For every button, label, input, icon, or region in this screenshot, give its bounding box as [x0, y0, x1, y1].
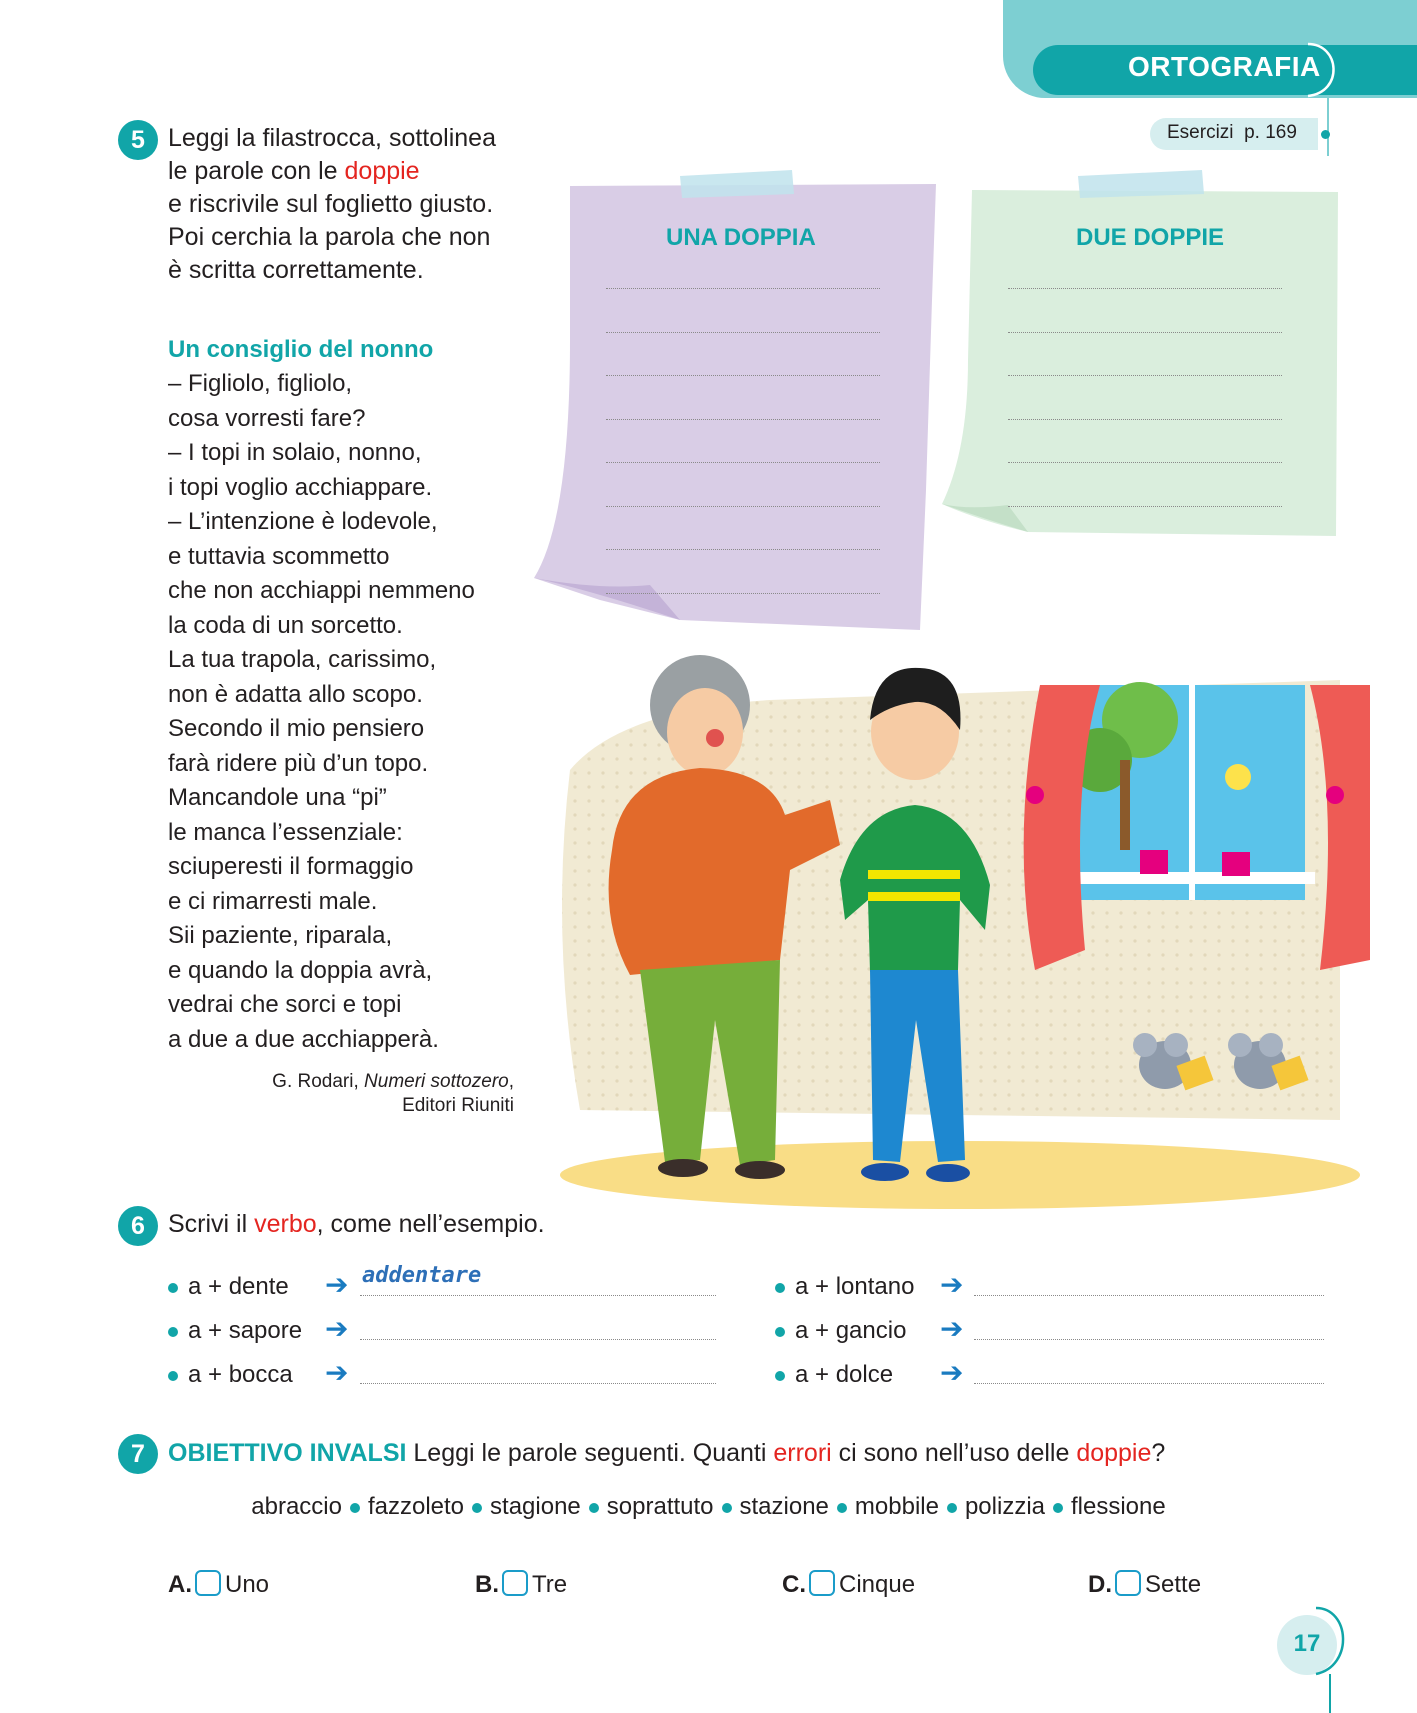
poem-title: Un consiglio del nonno	[168, 336, 434, 363]
poem-line: vedrai che sorci e topi	[168, 991, 402, 1018]
option-text: Uno	[225, 1571, 270, 1598]
word: polizzia	[964, 1493, 1045, 1520]
answer-line[interactable]	[360, 1295, 716, 1296]
answer-option-a[interactable]	[168, 1570, 269, 1599]
answer-line[interactable]	[974, 1383, 1324, 1384]
verb-item	[168, 1361, 293, 1389]
exercise-number-badge: 6	[118, 1206, 158, 1246]
instruction-line: è scritta correttamente.	[168, 256, 424, 284]
exercise-5-instruction	[168, 122, 568, 287]
poem-line: – Figliolo, figliolo,	[168, 370, 353, 397]
arrow-right-icon: ➔	[325, 1357, 349, 1388]
option-letter: D.	[1088, 1571, 1112, 1598]
poem-line: e ci rimarresti male.	[168, 887, 378, 915]
answer-line[interactable]	[360, 1383, 716, 1384]
word: soprattuto	[606, 1493, 714, 1520]
paper-right	[938, 160, 1348, 550]
poem-line: e quando la doppia avrà,	[168, 956, 433, 984]
item-text: a + bocca	[188, 1361, 293, 1388]
bullet-icon	[1053, 1503, 1063, 1513]
answer-line[interactable]	[974, 1295, 1324, 1296]
option-letter: C.	[782, 1571, 806, 1598]
poem-credit: G. Rodari, Numeri sottozero, Editori Riuniti	[200, 1070, 514, 1118]
answer-line[interactable]	[360, 1339, 716, 1340]
answer-handwritten: addentare	[362, 1263, 482, 1288]
item-text: a + dente	[188, 1273, 289, 1300]
word: mobbile	[854, 1493, 939, 1520]
poem-line: farà ridere più d’un topo.	[168, 749, 429, 777]
section-title: ORTOGRAFIA	[1128, 51, 1321, 82]
poem-line: e tuttavia scommetto	[168, 542, 390, 570]
page-number: 17	[1293, 1630, 1321, 1657]
highlight-word: verbo	[254, 1210, 317, 1238]
bullet-icon	[775, 1371, 785, 1381]
bullet-icon	[722, 1503, 732, 1513]
item-text: a + lontano	[795, 1273, 915, 1300]
item-text: a + dolce	[795, 1361, 894, 1388]
arrow-right-icon: ➔	[325, 1269, 349, 1300]
bullet-icon	[775, 1327, 785, 1337]
ref-dot-icon	[1321, 130, 1330, 139]
writing-line[interactable]	[1008, 506, 1282, 507]
verb-item	[775, 1317, 906, 1345]
exercises-ref: Esercizi p. 169	[1167, 122, 1297, 143]
instruction-line: le parole con le doppie	[168, 157, 420, 185]
poem-line: La tua trapola, carissimo,	[168, 646, 437, 673]
poem-line: Sii paziente, riparala,	[168, 922, 393, 949]
bullet-icon	[837, 1503, 847, 1513]
word: flessione	[1071, 1493, 1166, 1520]
answer-option-d[interactable]	[1088, 1570, 1201, 1599]
word: fazzoleto	[367, 1493, 465, 1520]
writing-line[interactable]	[606, 375, 880, 376]
instruction-line: e riscrivile sul foglietto giusto.	[168, 190, 494, 218]
poem-line: – L’intenzione è lodevole,	[168, 508, 438, 535]
writing-line[interactable]	[1008, 332, 1282, 333]
writing-line[interactable]	[606, 419, 880, 420]
exercise-6-instruction: Scrivi il verbo, come nell’esempio.	[168, 1210, 545, 1238]
bullet-icon	[168, 1327, 178, 1337]
checkbox[interactable]	[195, 1570, 221, 1596]
word-list	[0, 1493, 1417, 1521]
word: abraccio	[251, 1493, 342, 1520]
poem-line: Secondo il mio pensiero	[168, 715, 425, 742]
poem-line: le manca l’essenziale:	[168, 818, 403, 846]
checkbox[interactable]	[502, 1570, 528, 1596]
paper-left-title: UNA DOPPIA	[666, 224, 816, 251]
option-text: Tre	[532, 1571, 568, 1598]
poem-line: la coda di un sorcetto.	[168, 611, 403, 639]
bullet-icon	[775, 1283, 785, 1293]
checkbox[interactable]	[809, 1570, 835, 1596]
poem-line: non è adatta allo scopo.	[168, 680, 423, 708]
poem-line: Mancandole una “pi”	[168, 784, 387, 811]
exercise-number-badge: 5	[118, 120, 158, 160]
page-number-curl	[1310, 1600, 1360, 1713]
option-text: Sette	[1145, 1571, 1202, 1598]
answer-option-c[interactable]	[782, 1570, 915, 1599]
writing-line[interactable]	[606, 332, 880, 333]
arrow-right-icon: ➔	[940, 1357, 964, 1388]
answer-option-b[interactable]	[475, 1570, 567, 1599]
writing-line[interactable]	[606, 593, 880, 594]
answer-line[interactable]	[974, 1339, 1324, 1340]
option-letter: B.	[475, 1571, 499, 1598]
item-text: a + sapore	[188, 1317, 303, 1344]
highlight-word: doppie	[344, 157, 420, 185]
writing-line[interactable]	[1008, 375, 1282, 376]
verb-item	[775, 1361, 893, 1389]
poem-line: a due a due acchiapperà.	[168, 1025, 439, 1053]
arrow-right-icon: ➔	[940, 1269, 964, 1300]
poem-line: che non acchiappi nemmeno	[168, 577, 475, 604]
word: stagione	[490, 1493, 581, 1520]
checkbox[interactable]	[1115, 1570, 1141, 1596]
instruction-line: Leggi la filastrocca, sottolinea	[168, 124, 496, 152]
instruction-line: Poi cerchia la parola che non	[168, 223, 491, 251]
bullet-icon	[168, 1283, 178, 1293]
writing-line[interactable]	[606, 506, 880, 507]
arrow-right-icon: ➔	[325, 1313, 349, 1344]
invalsi-label: OBIETTIVO INVALSI	[168, 1439, 407, 1467]
bullet-icon	[350, 1503, 360, 1513]
writing-line[interactable]	[606, 549, 880, 550]
arrow-right-icon: ➔	[940, 1313, 964, 1344]
poem-line: – I topi in solaio, nonno,	[168, 439, 422, 466]
bullet-icon	[168, 1371, 178, 1381]
book-title: Numeri sottozero	[364, 1071, 509, 1092]
poem-line: i topi voglio acchiappare.	[168, 473, 433, 501]
option-text: Cinque	[839, 1571, 916, 1598]
word: stazione	[739, 1493, 829, 1520]
paper-right-title: DUE DOPPIE	[1076, 224, 1225, 251]
bullet-icon	[947, 1503, 957, 1513]
illustration-grandpa-and-boy	[540, 640, 1370, 1210]
poem-line: cosa vorresti fare?	[168, 404, 366, 432]
exercise-7-question: OBIETTIVO INVALSI Leggi le parole seguenti. Quanti errori ci sono nell’uso delle doppie?	[168, 1439, 1166, 1467]
bullet-icon	[589, 1503, 599, 1513]
verb-item	[168, 1273, 289, 1301]
writing-line[interactable]	[1008, 462, 1282, 463]
option-letter: A.	[168, 1571, 192, 1598]
verb-item	[775, 1273, 914, 1301]
exercise-number-badge: 7	[118, 1434, 158, 1474]
item-text: a + gancio	[795, 1317, 907, 1344]
bullet-icon	[472, 1503, 482, 1513]
poem-line: sciuperesti il formaggio	[168, 853, 414, 880]
verb-item	[168, 1317, 302, 1345]
writing-line[interactable]	[606, 288, 880, 289]
publisher: Editori Riuniti	[402, 1095, 514, 1116]
writing-line[interactable]	[1008, 419, 1282, 420]
writing-line[interactable]	[1008, 288, 1282, 289]
writing-line[interactable]	[606, 462, 880, 463]
